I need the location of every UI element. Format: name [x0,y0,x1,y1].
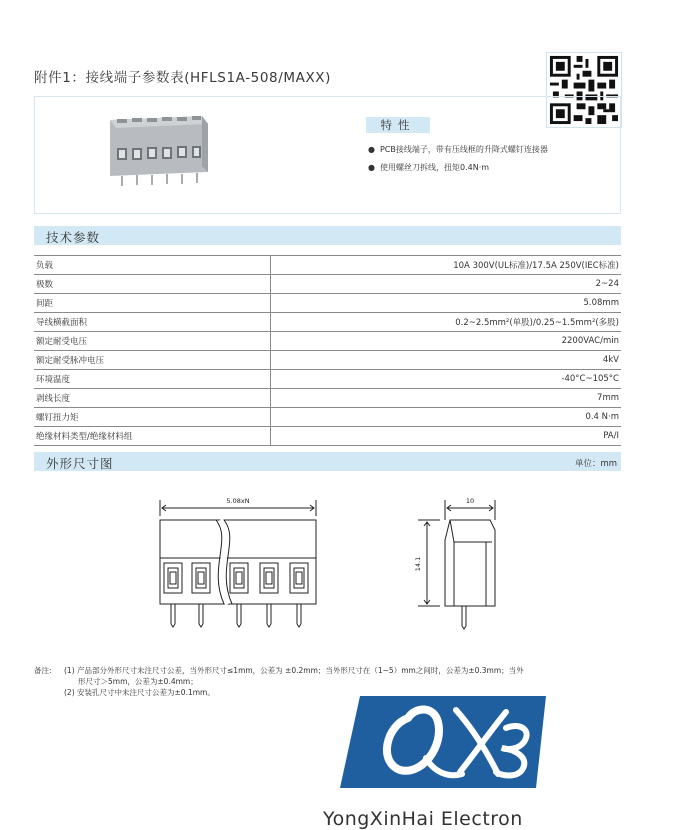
specs-section-header [34,226,621,245]
dimension-drawings [150,490,510,630]
front-width-label: 5.08xN [226,497,250,505]
document-title: 附件1：接线端子参数表(HFLS1A-508/MAXX) [34,70,332,86]
terminal-block-photo [104,110,222,190]
table-row: 额定耐受电压 2200VAC/min [34,332,621,351]
dimensions-section-header [34,452,621,471]
specs-section-title: 技术参数 [46,230,101,245]
table-row: 剥线长度 7mm [34,389,621,408]
note-line: 形尺寸＞5mm，公差为±0.4mm； [78,677,198,686]
notes-prefix: 备注: [34,666,52,675]
features-title: 特性 [366,117,430,133]
feature-item: ● 使用螺丝刀拆线，扭矩0.4N·m [368,163,490,172]
side-height-label: 14.1 [414,556,422,572]
dimensions-section-title: 外形尺寸图 [46,456,114,471]
side-width-label: 10 [465,497,475,505]
table-row: 负载 10A 300V(UL标准)/17.5A 250V(IEC标准) [34,256,621,275]
spec-table [34,255,621,446]
table-row: 导线横截面积 0.2~2.5mm²(单股)/0.25~1.5mm²(多股) [34,313,621,332]
company-name: YongXinHai Electron [323,808,523,830]
table-row: 螺钉扭力矩 0.4 N·m [34,408,621,427]
table-row: 额定耐受脉冲电压 4kV [34,351,621,370]
bullet-icon: ● [368,145,375,154]
company-logo [338,688,558,788]
note-line: (1) 产品部分外形尺寸未注尺寸公差，当外形尺寸≤1mm，公差为 ±0.2mm；当外形尺寸在（1~5）mm之间时，公差为±0.3mm；当外 [64,666,524,675]
table-row: 绝缘材料类型/绝缘材料组 PA/I [34,427,621,446]
note-line: (2) 安装孔尺寸中未注尺寸公差为±0.1mm。 [64,688,215,697]
bullet-icon: ● [368,163,375,172]
table-row: 间距 5.08mm [34,294,621,313]
table-row: 极数 2~24 [34,275,621,294]
feature-item: ● PCB接线端子，带有压线框的升降式螺钉连接器 [368,145,548,154]
table-row: 环境温度 -40°C~105°C [34,370,621,389]
unit-label: 单位：mm [574,459,617,469]
